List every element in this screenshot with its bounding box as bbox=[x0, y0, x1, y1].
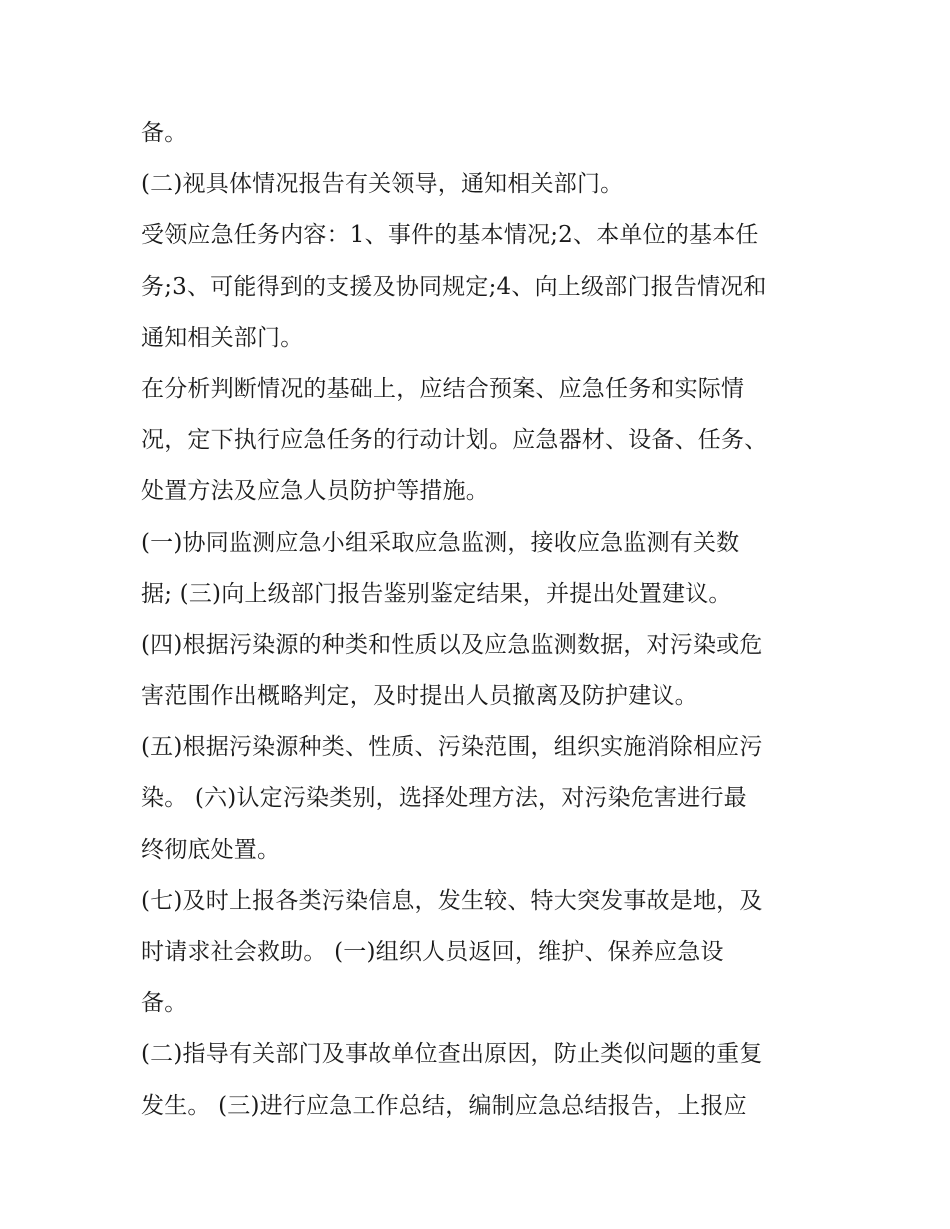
text-line: 备。 bbox=[141, 120, 188, 146]
document-body bbox=[141, 108, 821, 1132]
text-line: 通知相关部门。 bbox=[141, 324, 304, 351]
text-line: 终彻底处置。 bbox=[141, 836, 281, 863]
text-line: (五)根据污染源种类、性质、污染范围，组织实施消除相应污 bbox=[141, 734, 763, 761]
text-line: 在分析判断情况的基础上，应结合预案、应急任务和实际情 bbox=[141, 375, 745, 402]
text-line: 染。 (六)认定污染类别，选择处理方法，对污染危害进行最 bbox=[141, 785, 747, 812]
text-line: (二)指导有关部门及事故单位查出原因，防止类似问题的重复 bbox=[141, 1041, 763, 1068]
text-line: 发生。 (三)进行应急工作总结，编制应急总结报告，上报应 bbox=[141, 1092, 747, 1119]
text-line: 务;3、可能得到的支援及协同规定;4、向上级部门报告情况和 bbox=[141, 273, 767, 300]
text-line: 据; (三)向上级部门报告鉴别鉴定结果，并提出处置建议。 bbox=[141, 580, 732, 607]
text-line: (二)视具体情况报告有关领导，通知相关部门。 bbox=[141, 171, 624, 198]
text-line: 备。 bbox=[141, 990, 188, 1017]
text-line: 时请求社会救助。 (一)组织人员返回，维护、保养应急设 bbox=[141, 939, 724, 965]
text-line: 处置方法及应急人员防护等措施。 bbox=[141, 478, 489, 505]
text-line: (七)及时上报各类污染信息，发生较、特大突发事故是地，及 bbox=[141, 887, 763, 914]
text-line: 害范围作出概略判定，及时提出人员撤离及防护建议。 bbox=[141, 683, 698, 710]
text-line: (四)根据污染源的种类和性质以及应急监测数据，对污染或危 bbox=[141, 631, 763, 658]
text-line: (一)协同监测应急小组采取应急监测，接收应急监测有关数 bbox=[141, 529, 740, 556]
text-line: 况，定下执行应急任务的行动计划。应急器材、设备、任务、 bbox=[141, 427, 768, 454]
text-line: 受领应急任务内容：1、事件的基本情况;2、本单位的基本任 bbox=[141, 222, 759, 249]
